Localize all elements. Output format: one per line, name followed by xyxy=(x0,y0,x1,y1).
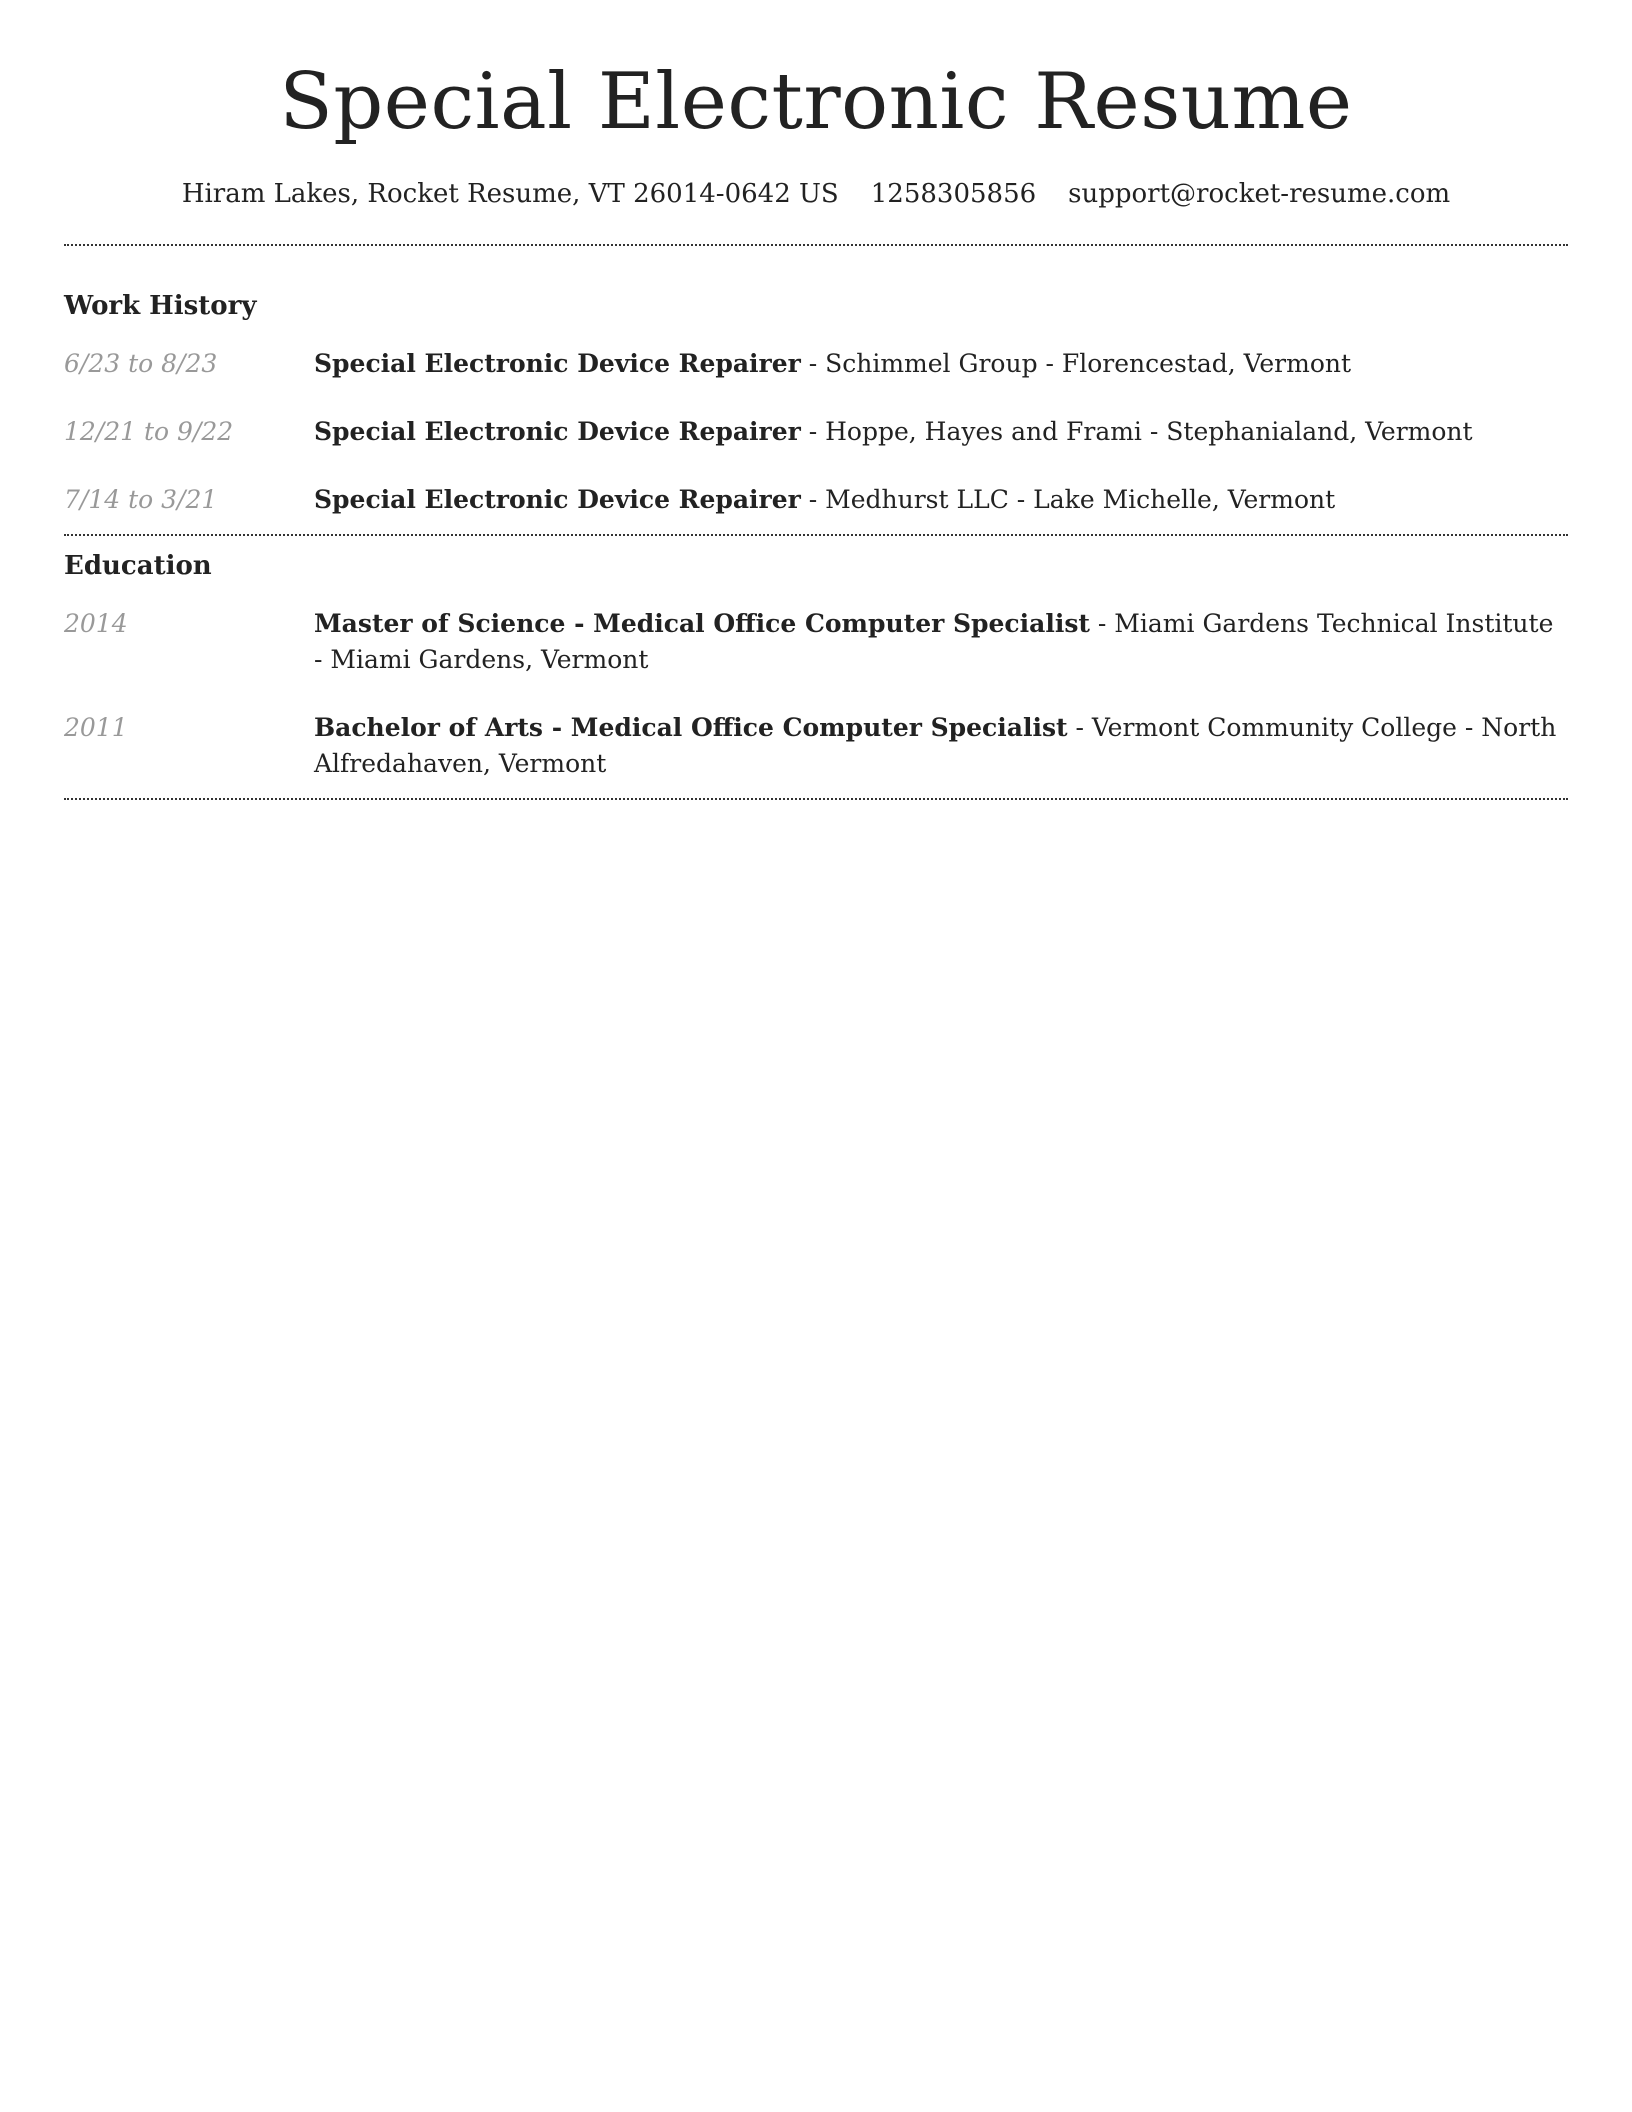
contact-address: Hiram Lakes, Rocket Resume, VT 26014-0642 US xyxy=(181,179,839,209)
entry-detail xyxy=(314,346,1568,382)
entry-detail xyxy=(314,606,1568,678)
entry-degree: Bachelor of Arts - Medical Office Computer Specialist xyxy=(314,713,1068,742)
entry-school-location: - Vermont Community College - North Alfredahaven, Vermont xyxy=(314,713,1557,778)
entry-employer-location: - Schimmel Group - Florencestad, Vermont xyxy=(800,349,1352,378)
entry-dates: 2014 xyxy=(64,609,128,638)
entry-dates: 7/14 to 3/21 xyxy=(64,485,218,514)
resume-title: Special Electronic Resume xyxy=(279,57,1353,147)
work-entry xyxy=(64,482,1568,518)
education-entry xyxy=(64,606,1568,678)
entry-school-location: - Miami Gardens Technical Institute - Miami Gardens, Vermont xyxy=(314,609,1554,674)
section-heading-work-history: Work History xyxy=(64,291,257,321)
entry-title: Special Electronic Device Repairer xyxy=(314,417,801,446)
education-entry xyxy=(64,710,1568,782)
entry-degree: Master of Science - Medical Office Computer Specialist xyxy=(314,609,1090,638)
contact-phone: 1258305856 xyxy=(870,179,1037,209)
work-entry xyxy=(64,414,1568,450)
entry-detail xyxy=(314,414,1568,450)
entry-detail xyxy=(314,482,1568,518)
entry-dates: 6/23 to 8/23 xyxy=(64,349,218,378)
entry-title: Special Electronic Device Repairer xyxy=(314,485,801,514)
entry-dates: 12/21 to 9/22 xyxy=(64,417,234,446)
work-entry xyxy=(64,346,1568,382)
entry-employer-location: - Medhurst LLC - Lake Michelle, Vermont xyxy=(800,485,1336,514)
entry-detail xyxy=(314,710,1568,782)
education-section xyxy=(64,536,1568,798)
contact-email[interactable]: support@rocket-resume.com xyxy=(1068,179,1451,209)
resume-page xyxy=(64,0,1568,800)
entry-title: Special Electronic Device Repairer xyxy=(314,349,801,378)
section-heading-education: Education xyxy=(64,551,212,581)
contact-line xyxy=(64,176,1568,212)
education-list xyxy=(64,606,1568,798)
entry-dates: 2011 xyxy=(64,713,128,742)
work-history-section xyxy=(64,246,1568,534)
entry-employer-location: - Hoppe, Hayes and Frami - Stephanialand, Vermont xyxy=(800,417,1473,446)
divider xyxy=(64,798,1568,800)
work-history-list xyxy=(64,346,1568,534)
